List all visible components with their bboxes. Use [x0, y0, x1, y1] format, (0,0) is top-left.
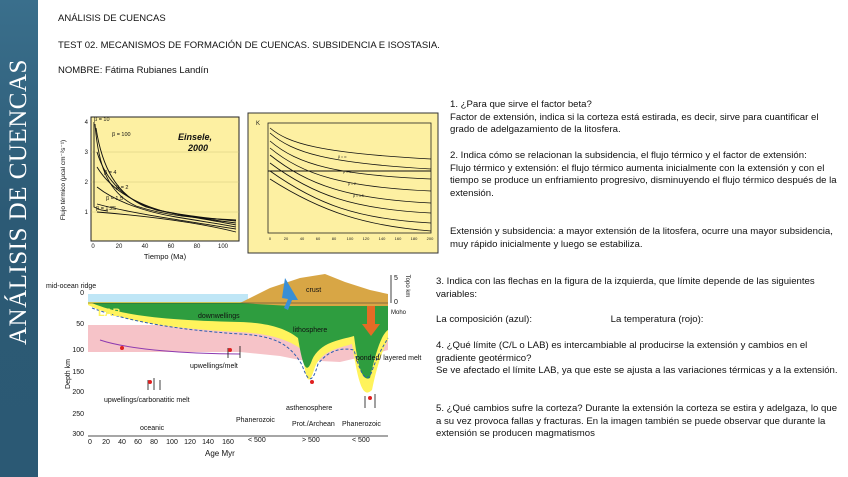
- age-tick: 80: [150, 439, 158, 446]
- y-tick: 4: [84, 120, 88, 126]
- x-tick: 0: [268, 236, 272, 241]
- answer-1-body: Factor de extensión, indica si la corteza está estirada, es decir, sirve para cuantificar el grado de adelgazamiento de la litosfera.: [450, 111, 819, 136]
- label-age: Age Myr: [205, 449, 235, 458]
- figure-author: Einsele,: [178, 132, 213, 142]
- x-tick: 200: [426, 236, 434, 241]
- x-tick: 140: [378, 236, 386, 241]
- depth-tick: 250: [72, 411, 84, 418]
- label-moho: Moho: [391, 310, 407, 316]
- topo-tick: 5: [394, 275, 398, 282]
- x-tick: 40: [141, 244, 149, 250]
- beta-label-1-5: β = 1.5: [106, 196, 124, 202]
- topo-tick: 0: [394, 299, 398, 306]
- x-tick: 80: [331, 236, 337, 241]
- label-carbonatitic: upwellings/carbonatitic melt: [104, 397, 190, 404]
- answer-2: [450, 150, 840, 200]
- age-tick: 120: [184, 439, 196, 446]
- answer-3-fields: [436, 314, 840, 327]
- question-1-title: 1. ¿Para que sirve el factor beta?: [450, 99, 592, 110]
- x-tick: 20: [115, 244, 123, 250]
- x-tick: 100: [346, 236, 354, 241]
- x-axis-label: Tiempo (Ma): [143, 252, 187, 261]
- answer-3: [436, 276, 840, 301]
- label-lithosphere: lithosphere: [293, 327, 328, 334]
- y-tick: 2: [84, 180, 88, 186]
- depth-tick: 150: [72, 369, 84, 376]
- label-oceanic: oceanic: [140, 425, 165, 432]
- student-name: NOMBRE: Fátima Rubianes Landín: [58, 65, 209, 76]
- answer-4: [436, 340, 840, 378]
- x-tick: 60: [167, 244, 175, 250]
- age-tick: 160: [222, 439, 234, 446]
- svg-text:β = 1.5: β = 1.5: [353, 194, 364, 198]
- svg-text:β = 4: β = 4: [343, 170, 351, 174]
- label-phanerozoic-b: Phanerozoic: [342, 421, 381, 428]
- course-title: ANÁLISIS DE CUENCAS: [58, 13, 166, 24]
- age-tick: 20: [102, 439, 110, 446]
- age-tick: 60: [134, 439, 142, 446]
- depth-tick: 50: [76, 321, 84, 328]
- depth-tick: 100: [72, 347, 84, 354]
- label-ridge: mid-ocean ridge: [46, 283, 97, 290]
- x-tick: 120: [362, 236, 370, 241]
- heat-flow-figure: [56, 112, 242, 262]
- question-5-title: 5. ¿Qué cambios sufre la corteza?: [436, 403, 583, 414]
- topo-label: Topo km: [404, 274, 410, 298]
- answer-5-body: Durante la extensión la corteza se estira y adelgaza, lo que a su vez provoca fallas y fracturas. En la imagen también se puede observar que durante la extensión se producen magmatismos: [436, 403, 838, 440]
- beta-label-4: β = 4: [104, 170, 117, 176]
- x-tick: 20: [283, 236, 289, 241]
- depth-label: Depth km: [65, 359, 72, 389]
- answer-4-body: Se ve afectado el límite LAB, ya que este se ajusta a las variaciones térmicas y a la extensión.: [436, 365, 838, 377]
- beta-label-2: β = 2: [116, 185, 129, 191]
- question-3-title: 3. Indica con las flechas en la figura de la izquierda, que límite depende de las siguientes variables:: [436, 276, 815, 300]
- x-tick: 80: [193, 244, 201, 250]
- age-tick: 100: [166, 439, 178, 446]
- label-lt500-b: < 500: [352, 437, 370, 444]
- lithosphere-figure: [40, 270, 422, 477]
- beta-label-1-25: β = 1.25: [96, 206, 117, 212]
- answer-5: [436, 403, 840, 441]
- label-downwellings: downwellings: [198, 313, 240, 320]
- label-phanerozoic-a: Phanerozoic: [236, 417, 275, 424]
- answer-2-body: Flujo térmico y extensión: el flujo térmico aumenta inicialmente con la extensión y con el tiempo se produce un enfriamiento progresivo, disminuyendo el flujo térmico después de la extensión.: [450, 162, 837, 199]
- answer-2-body-2: Extensión y subsidencia: a mayor extensión de la litosfera, ocurre una mayor subsidencia, muy rápido inicialmente y luego se estabiliza.: [450, 226, 833, 250]
- label-crust: crust: [306, 287, 322, 294]
- svg-text:β = ∞: β = ∞: [338, 155, 347, 159]
- depth-tick: 200: [72, 389, 84, 396]
- beta-label-10: β = 10: [94, 117, 110, 123]
- y-axis-label: Flujo térmico (μcal cm⁻²s⁻¹): [60, 139, 67, 221]
- depth-tick: 300: [72, 431, 84, 438]
- figure-year: 2000: [188, 143, 209, 153]
- svg-text:β = 2: β = 2: [348, 182, 356, 186]
- sidebar-title: ANÁLISIS DE CUENCAS: [5, 59, 32, 345]
- answer-1: [450, 99, 840, 137]
- label-upwellings-melt: upwellings/melt: [190, 363, 238, 370]
- temperature-label: La temperatura (rojo):: [610, 314, 704, 325]
- question-4-title: 4. ¿Qué límite (C/L o LAB) es intercambiable al producirse la extensión y cambios en el gradiente geotérmico?: [436, 340, 808, 364]
- x-tick: 160: [394, 236, 402, 241]
- label-lt500-a: < 500: [248, 437, 266, 444]
- label-lab: LAB: [98, 307, 121, 319]
- label-prot-archean: Prot./Archean: [292, 421, 335, 428]
- x-tick: 100: [217, 244, 229, 250]
- corner-label: K: [256, 121, 261, 127]
- x-tick: 0: [91, 244, 95, 250]
- age-tick: 40: [118, 439, 126, 446]
- beta-label-100: β = 100: [112, 132, 131, 138]
- question-2-title: 2. Indica cómo se relacionan la subsidencia, el flujo térmico y el factor de extensión:: [450, 150, 807, 161]
- age-tick: 0: [88, 439, 92, 446]
- x-tick: 60: [315, 236, 321, 241]
- label-asthenosphere: asthenosphere: [286, 405, 333, 412]
- answer-2-extra: [450, 226, 840, 251]
- label-gt500: > 500: [302, 437, 320, 444]
- x-tick: 40: [299, 236, 305, 241]
- x-tick: 180: [410, 236, 418, 241]
- sidebar: [0, 0, 38, 477]
- subsidence-figure: [248, 113, 438, 253]
- age-tick: 140: [202, 439, 214, 446]
- y-tick: 3: [84, 150, 88, 156]
- test-title: TEST 02. MECANISMOS DE FORMACIÓN DE CUENCAS. SUBSIDENCIA E ISOSTASIA.: [58, 40, 440, 51]
- depth-tick: 0: [80, 290, 84, 297]
- label-ponded: ponded/ layered melt: [356, 355, 422, 362]
- y-tick: 1: [84, 210, 88, 216]
- composition-label: La composición (azul):: [436, 314, 532, 325]
